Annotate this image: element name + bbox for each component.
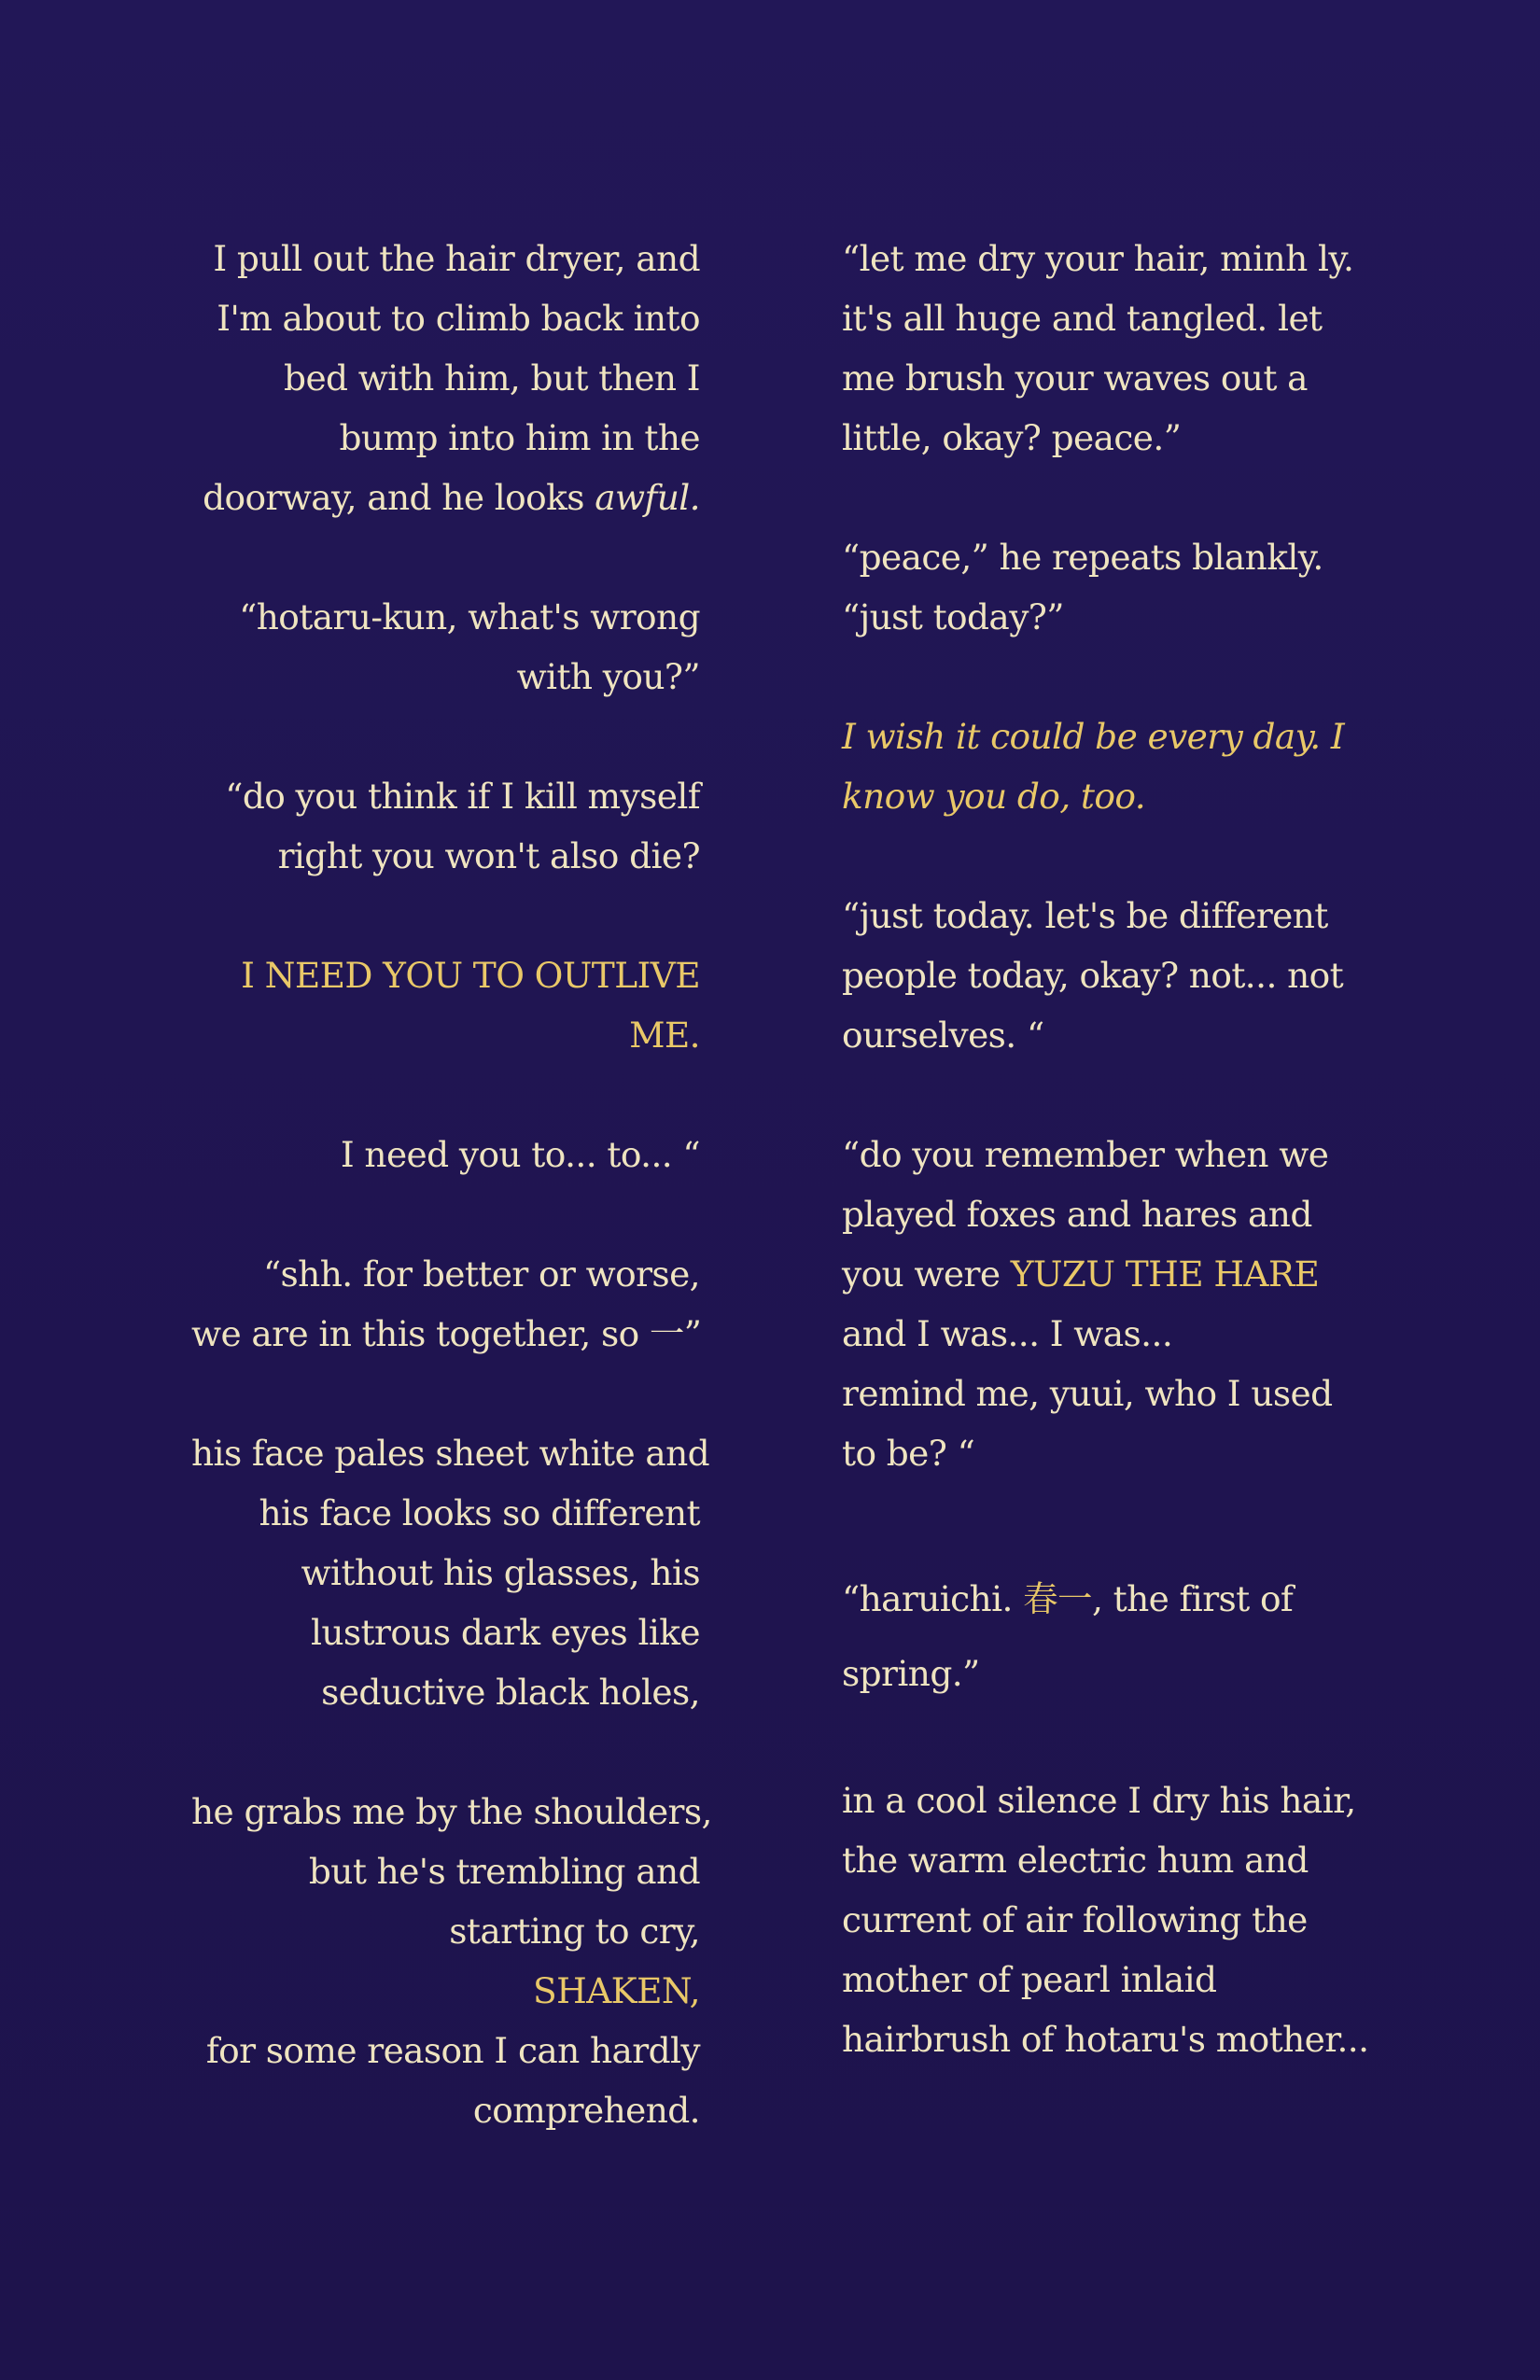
kanji-text: 春一 <box>1023 1578 1092 1619</box>
text-line: we are in this together, so 一” <box>191 1313 702 1354</box>
text-line: hairbrush of hotaru's mother... <box>842 2019 1369 2060</box>
text-line: I wish it could be every day. I <box>842 716 1345 757</box>
text-line: “hotaru-kun, what's wrong <box>239 596 700 637</box>
paragraph <box>842 886 1365 1065</box>
left-column <box>191 229 712 2140</box>
paragraph <box>191 229 700 527</box>
text-run: you were <box>842 1253 1011 1295</box>
text-line: and I was... I was... <box>842 1313 1173 1354</box>
text-line <box>191 468 700 527</box>
text-line: ME. <box>629 1015 700 1056</box>
paragraph <box>842 229 1365 468</box>
paragraph <box>191 1244 700 1364</box>
paragraph <box>191 1423 710 1722</box>
text-line: people today, okay? not... not <box>842 955 1344 996</box>
text-line: in a cool silence I dry his hair, <box>842 1780 1356 1821</box>
text-line: I NEED YOU TO OUTLIVE <box>241 955 700 996</box>
text-line: but he's trembling and <box>308 1851 700 1892</box>
paragraph-gap <box>842 468 1365 527</box>
text-line: “peace,” he repeats blankly. <box>842 537 1323 578</box>
paragraph <box>191 1782 712 2140</box>
highlight-paragraph <box>191 945 700 1065</box>
text-line: I pull out the hair dryer, and <box>213 238 700 279</box>
text-line: “shh. for better or worse, <box>262 1253 700 1295</box>
paragraph-gap <box>191 886 700 945</box>
text-line: his face pales sheet white and <box>191 1433 710 1474</box>
text-line <box>842 1244 1365 1304</box>
highlight-text: SHAKEN, <box>533 1970 700 2011</box>
text-line: “do you think if I kill myself <box>225 776 700 817</box>
paragraph <box>842 1125 1365 1483</box>
paragraph-gap <box>842 647 1365 707</box>
text-line: played foxes and hares and <box>842 1194 1312 1235</box>
text-line: without his glasses, his <box>301 1552 700 1593</box>
text-line: remind me, yuui, who I used <box>842 1373 1333 1414</box>
paragraph-gap <box>842 826 1365 886</box>
paragraph-gap <box>842 1483 1365 1561</box>
paragraph <box>191 766 700 886</box>
text-line <box>842 1561 1365 1636</box>
paragraph-gap <box>191 1065 700 1125</box>
paragraph-gap <box>191 1184 700 1244</box>
italic-thought-paragraph <box>842 707 1365 826</box>
text-line: comprehend. <box>472 2090 700 2131</box>
paragraph-gap <box>191 1722 700 1782</box>
text-line: I need you to... to... “ <box>340 1134 700 1175</box>
text-line: seductive black holes, <box>321 1672 700 1713</box>
text-run: doorway, and he looks <box>203 477 595 518</box>
paragraph-gap <box>191 527 700 587</box>
text-line: he grabs me by the shoulders, <box>191 1791 712 1832</box>
text-line: mother of pearl inlaid <box>842 1959 1217 2000</box>
text-line: ourselves. “ <box>842 1015 1044 1056</box>
text-line: “let me dry your hair, minh ly. <box>842 238 1354 279</box>
emphasis-text: awful. <box>595 477 700 518</box>
text-run: “haruichi. <box>842 1578 1024 1619</box>
text-line: know you do, too. <box>842 776 1146 817</box>
paragraph <box>842 1561 1365 1711</box>
paragraph-gap <box>191 1364 700 1423</box>
paragraph <box>842 1771 1369 2069</box>
text-line: lustrous dark eyes like <box>310 1612 700 1653</box>
text-line: for some reason I can hardly <box>205 2030 700 2071</box>
text-line: “just today. let's be different <box>842 895 1328 936</box>
text-line: to be? “ <box>842 1433 975 1474</box>
paragraph-gap <box>842 1065 1365 1125</box>
text-line: bed with him, but then I <box>284 357 700 399</box>
paragraph-gap <box>191 707 700 766</box>
text-line: little, okay? peace.” <box>842 417 1182 458</box>
paragraph <box>191 587 700 707</box>
text-line: spring.” <box>842 1653 980 1694</box>
text-line: “just today?” <box>842 596 1064 637</box>
text-line: bump into him in the <box>339 417 700 458</box>
text-line: it's all huge and tangled. let <box>842 298 1323 339</box>
text-line: starting to cry, <box>449 1911 700 1952</box>
paragraph-gap <box>842 1711 1365 1771</box>
text-line: his face looks so different <box>259 1492 700 1533</box>
highlight-text: YUZU THE HARE <box>1010 1253 1320 1295</box>
text-line: me brush your waves out a <box>842 357 1308 399</box>
paragraph <box>842 527 1365 647</box>
text-line: the warm electric hum and <box>842 1840 1309 1881</box>
paragraph <box>191 1125 700 1184</box>
text-line: “do you remember when we <box>842 1134 1329 1175</box>
right-column <box>842 229 1369 2069</box>
text-line: right you won't also die? <box>277 835 700 876</box>
text-line: with you?” <box>516 656 700 697</box>
text-line: I'm about to climb back into <box>217 298 700 339</box>
text-line: current of air following the <box>842 1899 1308 1940</box>
text-run: , the first of <box>1091 1578 1294 1619</box>
